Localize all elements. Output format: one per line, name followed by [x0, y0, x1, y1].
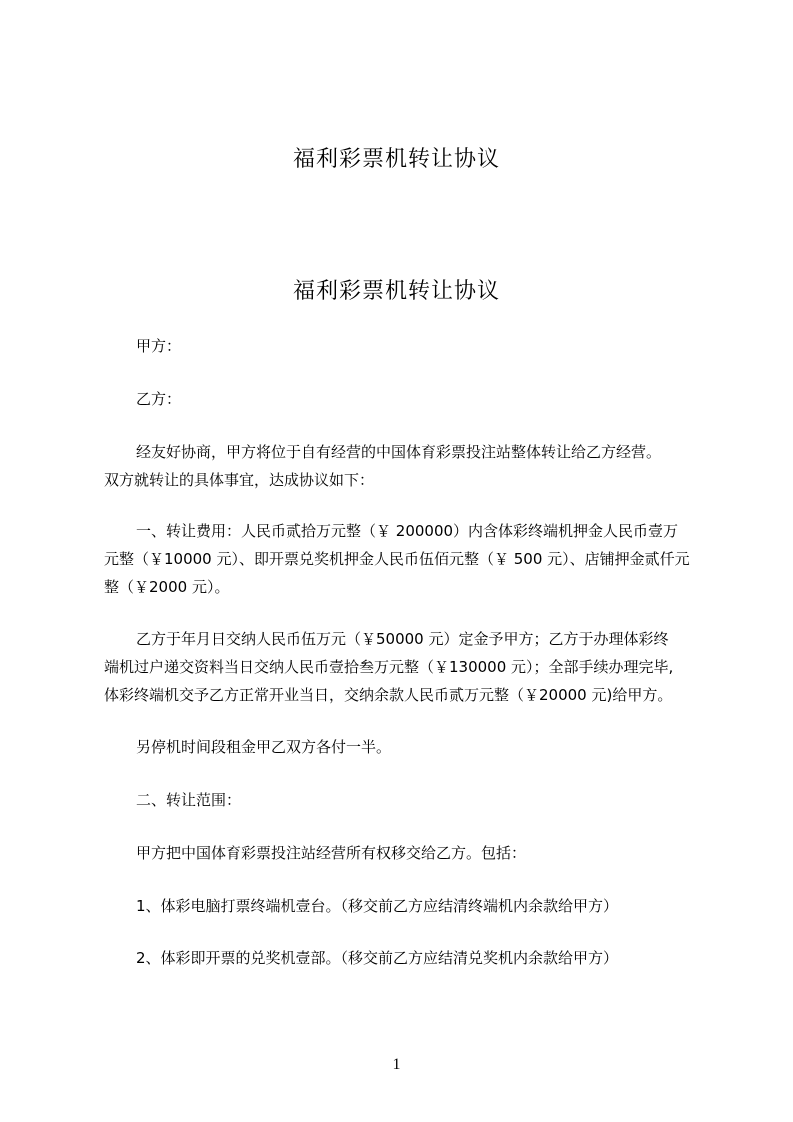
rent-note: 另停机时间段租金甲乙双方各付一半。	[136, 738, 392, 756]
document-title: 福利彩票机转让协议	[292, 279, 500, 304]
party-a-label: 甲方：	[136, 337, 182, 355]
section1-line-2: 元整（￥10000 元）、即开票兑奖机押金人民币伍佰元整（￥ 500 元）、店铺押金贰仟元	[104, 550, 690, 568]
intro-line-2: 双方就转让的具体事宜，达成协议如下：	[104, 471, 375, 489]
scope-item-2: 2、体彩即开票的兑奖机壹部。（移交前乙方应结清兑奖机内余款给甲方）	[136, 949, 619, 967]
party-b-label: 乙方：	[136, 390, 182, 408]
header-title: 福利彩票机转让协议	[292, 147, 500, 172]
scope-intro: 甲方把中国体育彩票投注站经营所有权移交给乙方。包括：	[136, 844, 527, 862]
payment-line-2: 端机过户递交资料当日交纳人民币壹拾叁万元整（￥130000 元）；全部手续办理完毕,	[104, 658, 674, 676]
section1-line-3: 整（￥2000 元）。	[104, 578, 230, 596]
section2-heading: 二、转让范围：	[136, 791, 242, 809]
section1-line-1: 一、转让费用：人民币贰拾万元整（￥ 200000）内含体彩终端机押金人民币壹万	[136, 522, 679, 540]
scope-item-1: 1、体彩电脑打票终端机壹台。（移交前乙方应结清终端机内余款给甲方）	[136, 897, 619, 915]
intro-line-1: 经友好协商，甲方将位于自有经营的中国体育彩票投注站整体转让给乙方经营。	[136, 443, 662, 461]
payment-line-3: 体彩终端机交予乙方正常开业当日，交纳余款人民币贰万元整（￥20000 元)给甲方。	[104, 686, 673, 704]
page-number: 1	[392, 1056, 401, 1073]
payment-line-1: 乙方于年月日交纳人民币伍万元（￥50000 元）定金予甲方；乙方于办理体彩终	[136, 630, 669, 648]
